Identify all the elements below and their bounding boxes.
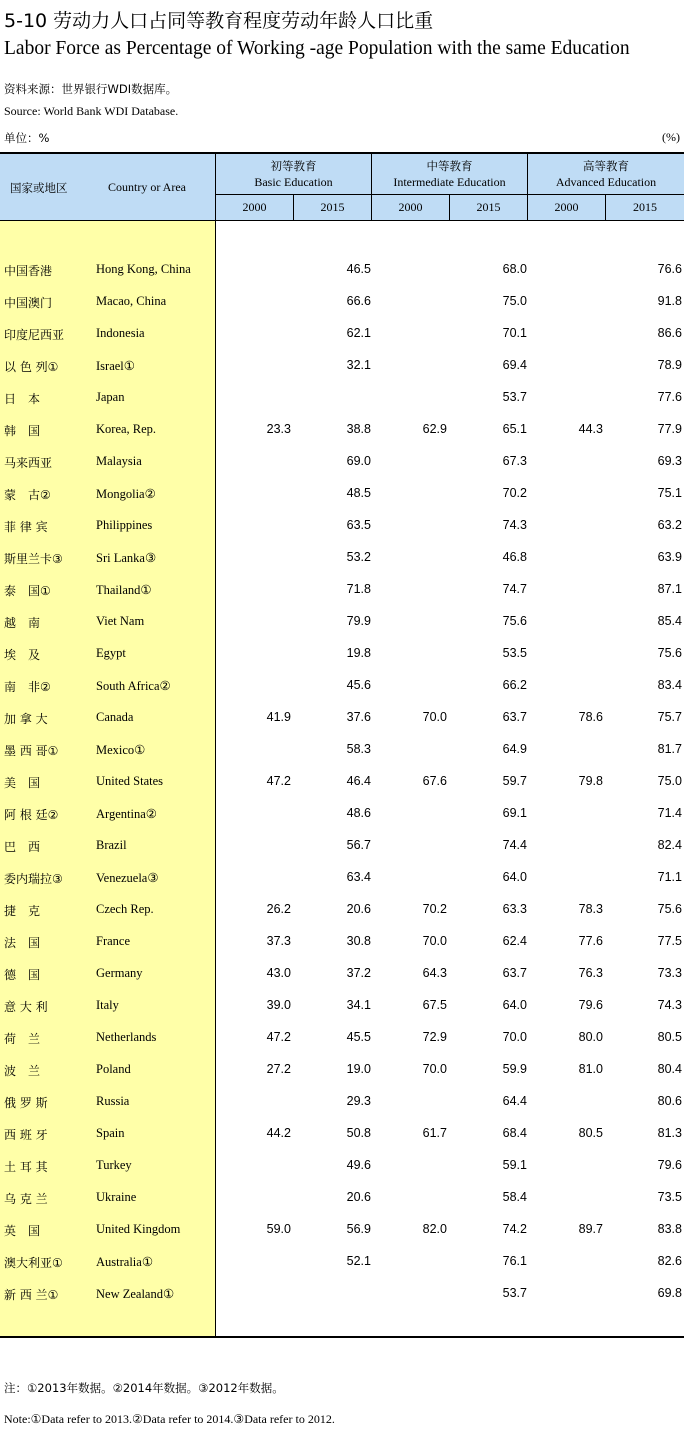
country-name-cn: 马来西亚 bbox=[4, 456, 53, 470]
table-cell-value: 59.0 bbox=[266, 1222, 291, 1236]
table-row bbox=[0, 1156, 684, 1176]
table-row bbox=[0, 1124, 684, 1144]
table-cell-value: 50.8 bbox=[346, 1126, 371, 1140]
table-cell-value: 59.1 bbox=[502, 1158, 527, 1172]
table-cell-value: 70.0 bbox=[422, 710, 447, 724]
table-cell-value: 48.5 bbox=[346, 486, 371, 500]
country-name-en: France bbox=[96, 934, 131, 948]
table-cell-value: 63.5 bbox=[346, 518, 371, 532]
table-cell-value: 75.0 bbox=[502, 294, 527, 308]
country-name-en: Australia① bbox=[96, 1255, 154, 1269]
table-cell-value: 82.4 bbox=[657, 838, 682, 852]
table-row bbox=[0, 292, 684, 312]
table-cell-value: 76.3 bbox=[578, 966, 603, 980]
table-cell-value: 53.7 bbox=[502, 1286, 527, 1300]
table-cell-value: 80.5 bbox=[657, 1030, 682, 1044]
table-cell-value: 76.6 bbox=[657, 262, 682, 276]
country-name-en: Argentina② bbox=[96, 807, 157, 821]
table-row bbox=[0, 772, 684, 792]
country-name-cn: 英 国 bbox=[4, 1224, 41, 1238]
country-name-cn: 法 国 bbox=[4, 936, 41, 950]
table-cell-value: 62.9 bbox=[422, 422, 447, 436]
table-cell-value: 44.2 bbox=[266, 1126, 291, 1140]
table-cell-value: 26.2 bbox=[266, 902, 291, 916]
country-name-en: Philippines bbox=[96, 518, 153, 532]
table-cell-value: 64.0 bbox=[502, 998, 527, 1012]
table-cell-value: 70.0 bbox=[502, 1030, 527, 1044]
country-name-en: Netherlands bbox=[96, 1030, 157, 1044]
table-cell-value: 75.6 bbox=[657, 902, 682, 916]
table-row bbox=[0, 1188, 684, 1208]
table-cell-value: 75.1 bbox=[657, 486, 682, 500]
table-row bbox=[0, 580, 684, 600]
header-year: 2015 bbox=[320, 200, 345, 214]
table-cell-value: 58.4 bbox=[502, 1190, 527, 1204]
table-cell-value: 75.6 bbox=[657, 646, 682, 660]
table-cell-value: 41.9 bbox=[266, 710, 291, 724]
table-cell-value: 39.0 bbox=[266, 998, 291, 1012]
header-bottom-rule bbox=[0, 220, 684, 221]
country-name-en: Viet Nam bbox=[96, 614, 145, 628]
table-cell-value: 81.0 bbox=[578, 1062, 603, 1076]
country-name-cn: 墨 西 哥① bbox=[4, 744, 59, 758]
country-name-en: Mexico① bbox=[96, 743, 146, 757]
header-year: 2015 bbox=[476, 200, 501, 214]
table-cell-value: 71.8 bbox=[346, 582, 371, 596]
country-name-en: Russia bbox=[96, 1094, 130, 1108]
data-table bbox=[0, 152, 684, 1338]
table-cell-value: 44.3 bbox=[578, 422, 603, 436]
country-name-en: United States bbox=[96, 774, 164, 788]
group-label-cn: 高等教育 bbox=[583, 159, 629, 173]
table-cell-value: 65.1 bbox=[502, 422, 527, 436]
group-label-en: Intermediate Education bbox=[393, 175, 506, 189]
country-name-cn: 西 班 牙 bbox=[4, 1128, 48, 1142]
country-name-en: Egypt bbox=[96, 646, 126, 660]
table-cell-value: 62.4 bbox=[502, 934, 527, 948]
table-cell-value: 45.5 bbox=[346, 1030, 371, 1044]
table-cell-value: 74.3 bbox=[657, 998, 682, 1012]
country-name-en: Macao, China bbox=[96, 294, 167, 308]
table-cell-value: 69.8 bbox=[657, 1286, 682, 1300]
country-name-en: New Zealand① bbox=[96, 1287, 175, 1301]
page-title-cn: 5-10 劳动力人口占同等教育程度劳动年龄人口比重 bbox=[4, 10, 434, 32]
group-label-cn: 初等教育 bbox=[270, 159, 317, 173]
table-cell-value: 63.7 bbox=[502, 710, 527, 724]
table-cell-value: 63.2 bbox=[657, 518, 682, 532]
table-cell-value: 61.7 bbox=[422, 1126, 447, 1140]
country-name-cn: 委内瑞拉③ bbox=[4, 872, 63, 886]
table-cell-value: 46.5 bbox=[346, 262, 371, 276]
table-row bbox=[0, 1284, 684, 1304]
table-cell-value: 58.3 bbox=[346, 742, 371, 756]
table-cell-value: 45.6 bbox=[346, 678, 371, 692]
table-cell-value: 59.7 bbox=[502, 774, 527, 788]
header-group-basic bbox=[216, 158, 371, 190]
table-cell-value: 52.1 bbox=[346, 1254, 371, 1268]
table-cell-value: 19.0 bbox=[346, 1062, 371, 1076]
header-country-cn: 国家或地区 bbox=[10, 181, 68, 195]
table-cell-value: 70.2 bbox=[422, 902, 447, 916]
country-name-en: Hong Kong, China bbox=[96, 262, 191, 276]
table-cell-value: 69.4 bbox=[502, 358, 527, 372]
table-cell-value: 71.1 bbox=[657, 870, 682, 884]
table-cell-value: 46.8 bbox=[502, 550, 527, 564]
table-cell-value: 19.8 bbox=[346, 646, 371, 660]
table-row bbox=[0, 708, 684, 728]
table-row bbox=[0, 260, 684, 280]
country-name-en: Malaysia bbox=[96, 454, 142, 468]
country-name-cn: 菲 律 宾 bbox=[4, 520, 48, 534]
country-name-en: Czech Rep. bbox=[96, 902, 154, 916]
table-row bbox=[0, 868, 684, 888]
table-row bbox=[0, 516, 684, 536]
table-cell-value: 64.4 bbox=[502, 1094, 527, 1108]
note-cn: 注：①2013年数据。②2014年数据。③2012年数据。 bbox=[4, 1381, 284, 1395]
table-row bbox=[0, 964, 684, 984]
table-cell-value: 69.3 bbox=[657, 454, 682, 468]
table-cell-value: 62.1 bbox=[346, 326, 371, 340]
table-cell-value: 46.4 bbox=[346, 774, 371, 788]
table-row bbox=[0, 1252, 684, 1272]
header-year: 2000 bbox=[554, 200, 579, 214]
header-year: 2000 bbox=[398, 200, 423, 214]
table-row bbox=[0, 900, 684, 920]
table-row bbox=[0, 324, 684, 344]
table-cell-value: 67.5 bbox=[422, 998, 447, 1012]
table-row bbox=[0, 804, 684, 824]
table-cell-value: 82.0 bbox=[422, 1222, 447, 1236]
country-name-cn: 中国香港 bbox=[4, 264, 53, 278]
table-row bbox=[0, 1092, 684, 1112]
table-cell-value: 74.4 bbox=[502, 838, 527, 852]
table-cell-value: 83.4 bbox=[657, 678, 682, 692]
table-cell-value: 87.1 bbox=[657, 582, 682, 596]
table-cell-value: 66.2 bbox=[502, 678, 527, 692]
note-en: Note:①Data refer to 2013.②Data refer to 2014.③Data refer to 2012. bbox=[4, 1412, 335, 1426]
table-cell-value: 63.3 bbox=[502, 902, 527, 916]
table-cell-value: 78.6 bbox=[578, 710, 603, 724]
table-cell-value: 73.5 bbox=[657, 1190, 682, 1204]
table-cell-value: 47.2 bbox=[266, 774, 291, 788]
table-row bbox=[0, 452, 684, 472]
table-row bbox=[0, 420, 684, 440]
table-cell-value: 83.8 bbox=[657, 1222, 682, 1236]
table-cell-value: 69.1 bbox=[502, 806, 527, 820]
table-cell-value: 20.6 bbox=[346, 1190, 371, 1204]
table-cell-value: 69.0 bbox=[346, 454, 371, 468]
country-name-cn: 印度尼西亚 bbox=[4, 328, 65, 342]
country-name-en: United Kingdom bbox=[96, 1222, 181, 1236]
country-name-en: Canada bbox=[96, 710, 134, 724]
country-name-en: Venezuela③ bbox=[96, 871, 159, 885]
unit-percent: (%) bbox=[662, 130, 680, 144]
country-name-en: Sri Lanka③ bbox=[96, 551, 157, 565]
table-row bbox=[0, 932, 684, 952]
group-label-en: Advanced Education bbox=[555, 175, 657, 189]
table-cell-value: 32.1 bbox=[346, 358, 371, 372]
table-cell-value: 66.6 bbox=[346, 294, 371, 308]
group-label-cn: 中等教育 bbox=[426, 159, 473, 173]
table-cell-value: 70.1 bbox=[502, 326, 527, 340]
table-cell-value: 77.9 bbox=[657, 422, 682, 436]
table-cell-value: 30.8 bbox=[346, 934, 371, 948]
table-row bbox=[0, 676, 684, 696]
country-name-cn: 波 兰 bbox=[4, 1064, 41, 1078]
table-cell-value: 53.5 bbox=[502, 646, 527, 660]
country-name-cn: 意 大 利 bbox=[4, 1000, 48, 1014]
table-cell-value: 75.7 bbox=[657, 710, 682, 724]
table-cell-value: 64.0 bbox=[502, 870, 527, 884]
country-name-cn: 澳大利亚① bbox=[4, 1256, 63, 1270]
country-name-cn: 蒙 古② bbox=[4, 488, 51, 502]
country-name-cn: 德 国 bbox=[4, 968, 41, 982]
table-cell-value: 71.4 bbox=[657, 806, 682, 820]
source-cn: 资料来源：世界银行WDI数据库。 bbox=[4, 82, 178, 96]
table-cell-value: 68.0 bbox=[502, 262, 527, 276]
table-cell-value: 74.7 bbox=[502, 582, 527, 596]
table-cell-value: 74.3 bbox=[502, 518, 527, 532]
table-cell-value: 86.6 bbox=[657, 326, 682, 340]
country-name-cn: 中国澳门 bbox=[4, 296, 53, 310]
table-cell-value: 49.6 bbox=[346, 1158, 371, 1172]
table-row bbox=[0, 1028, 684, 1048]
country-name-en: Germany bbox=[96, 966, 143, 980]
table-row bbox=[0, 356, 684, 376]
table-row bbox=[0, 740, 684, 760]
table-cell-value: 48.6 bbox=[346, 806, 371, 820]
table-cell-value: 74.2 bbox=[502, 1222, 527, 1236]
country-name-en: Japan bbox=[96, 390, 125, 404]
table-cell-value: 77.5 bbox=[657, 934, 682, 948]
table-cell-value: 82.6 bbox=[657, 1254, 682, 1268]
country-name-en: South Africa② bbox=[96, 679, 171, 693]
table-cell-value: 63.4 bbox=[346, 870, 371, 884]
table-cell-value: 53.2 bbox=[346, 550, 371, 564]
header-year: 2015 bbox=[633, 200, 657, 214]
country-name-en: Spain bbox=[96, 1126, 125, 1140]
table-cell-value: 76.1 bbox=[502, 1254, 527, 1268]
header-group-advanced bbox=[528, 158, 684, 190]
country-name-en: Ukraine bbox=[96, 1190, 137, 1204]
table-cell-value: 79.8 bbox=[578, 774, 603, 788]
table-cell-value: 91.8 bbox=[657, 294, 682, 308]
table-cell-value: 85.4 bbox=[657, 614, 682, 628]
table-cell-value: 77.6 bbox=[657, 390, 682, 404]
table-row bbox=[0, 644, 684, 664]
country-name-cn: 以 色 列① bbox=[4, 360, 59, 374]
table-cell-value: 63.7 bbox=[502, 966, 527, 980]
country-name-cn: 俄 罗 斯 bbox=[4, 1096, 48, 1110]
header-country-en: Country or Area bbox=[108, 180, 186, 194]
table-cell-value: 70.0 bbox=[422, 934, 447, 948]
table-cell-value: 67.6 bbox=[422, 774, 447, 788]
group-label-en: Basic Education bbox=[254, 175, 333, 189]
country-name-cn: 泰 国① bbox=[4, 584, 51, 598]
country-name-en: Mongolia② bbox=[96, 487, 156, 501]
country-name-cn: 加 拿 大 bbox=[4, 712, 48, 726]
table-cell-value: 37.3 bbox=[266, 934, 291, 948]
country-name-cn: 日 本 bbox=[4, 392, 41, 406]
table-cell-value: 34.1 bbox=[346, 998, 371, 1012]
country-name-cn: 韩 国 bbox=[4, 424, 41, 438]
country-name-cn: 土 耳 其 bbox=[4, 1160, 48, 1174]
table-cell-value: 79.6 bbox=[578, 998, 603, 1012]
table-cell-value: 37.2 bbox=[346, 966, 371, 980]
table-cell-value: 56.9 bbox=[346, 1222, 371, 1236]
table-cell-value: 64.9 bbox=[502, 742, 527, 756]
table-cell-value: 75.0 bbox=[657, 774, 682, 788]
table-cell-value: 80.4 bbox=[657, 1062, 682, 1076]
table-cell-value: 80.6 bbox=[657, 1094, 682, 1108]
page-title-en: Labor Force as Percentage of Working -age Population with the same Education bbox=[4, 38, 630, 59]
country-name-en: Brazil bbox=[96, 838, 127, 852]
table-row bbox=[0, 388, 684, 408]
country-name-en: Thailand① bbox=[96, 583, 152, 597]
table-cell-value: 38.8 bbox=[346, 422, 371, 436]
country-name-en: Turkey bbox=[96, 1158, 132, 1172]
table-cell-value: 47.2 bbox=[266, 1030, 291, 1044]
table-row bbox=[0, 484, 684, 504]
table-cell-value: 89.7 bbox=[578, 1222, 603, 1236]
table-cell-value: 64.3 bbox=[422, 966, 447, 980]
table-cell-value: 78.9 bbox=[657, 358, 682, 372]
table-cell-value: 23.3 bbox=[266, 422, 291, 436]
table-row bbox=[0, 836, 684, 856]
table-cell-value: 63.9 bbox=[657, 550, 682, 564]
table-cell-value: 43.0 bbox=[266, 966, 291, 980]
table-row bbox=[0, 1060, 684, 1080]
country-name-cn: 荷 兰 bbox=[4, 1032, 41, 1046]
table-cell-value: 27.2 bbox=[266, 1062, 291, 1076]
source-en: Source: World Bank WDI Database. bbox=[4, 104, 179, 118]
table-cell-value: 79.6 bbox=[657, 1158, 682, 1172]
table-cell-value: 70.0 bbox=[422, 1062, 447, 1076]
table-row bbox=[0, 1220, 684, 1240]
table-cell-value: 70.2 bbox=[502, 486, 527, 500]
country-name-cn: 埃 及 bbox=[4, 648, 41, 662]
table-cell-value: 68.4 bbox=[502, 1126, 527, 1140]
table-cell-value: 79.9 bbox=[346, 614, 371, 628]
table-cell-value: 72.9 bbox=[422, 1030, 447, 1044]
table-cell-value: 80.0 bbox=[578, 1030, 603, 1044]
table-cell-value: 73.3 bbox=[657, 966, 682, 980]
header-year: 2000 bbox=[242, 200, 267, 214]
table-cell-value: 77.6 bbox=[578, 934, 603, 948]
table-cell-value: 78.3 bbox=[578, 902, 603, 916]
table-cell-value: 75.6 bbox=[502, 614, 527, 628]
unit-label: 单位：% bbox=[4, 131, 50, 145]
country-name-en: Israel① bbox=[96, 359, 135, 373]
country-name-en: Indonesia bbox=[96, 326, 145, 340]
country-name-en: Poland bbox=[96, 1062, 131, 1076]
country-name-cn: 美 国 bbox=[4, 776, 41, 790]
table-cell-value: 56.7 bbox=[346, 838, 371, 852]
table-cell-value: 37.6 bbox=[346, 710, 371, 724]
table-cell-value: 80.5 bbox=[578, 1126, 603, 1140]
table-cell-value: 29.3 bbox=[346, 1094, 371, 1108]
table-cell-value: 81.7 bbox=[657, 742, 682, 756]
country-name-cn: 南 非② bbox=[4, 680, 51, 694]
table-cell-value: 20.6 bbox=[346, 902, 371, 916]
country-name-en: Italy bbox=[96, 998, 119, 1012]
table-cell-value: 81.3 bbox=[657, 1126, 682, 1140]
table-cell-value: 53.7 bbox=[502, 390, 527, 404]
country-name-en: Korea, Rep. bbox=[96, 422, 157, 436]
table-row bbox=[0, 612, 684, 632]
header-group-intermediate bbox=[372, 158, 527, 190]
country-name-cn: 乌 克 兰 bbox=[4, 1192, 48, 1206]
country-name-cn: 斯里兰卡③ bbox=[4, 552, 63, 566]
country-name-cn: 捷 克 bbox=[4, 904, 41, 918]
table-row bbox=[0, 548, 684, 568]
country-name-cn: 新 西 兰① bbox=[4, 1288, 59, 1302]
table-cell-value: 67.3 bbox=[502, 454, 527, 468]
table-row bbox=[0, 996, 684, 1016]
country-name-cn: 巴 西 bbox=[4, 840, 41, 854]
country-name-cn: 越 南 bbox=[4, 616, 41, 630]
country-name-cn: 阿 根 廷② bbox=[4, 808, 59, 822]
table-cell-value: 59.9 bbox=[502, 1062, 527, 1076]
